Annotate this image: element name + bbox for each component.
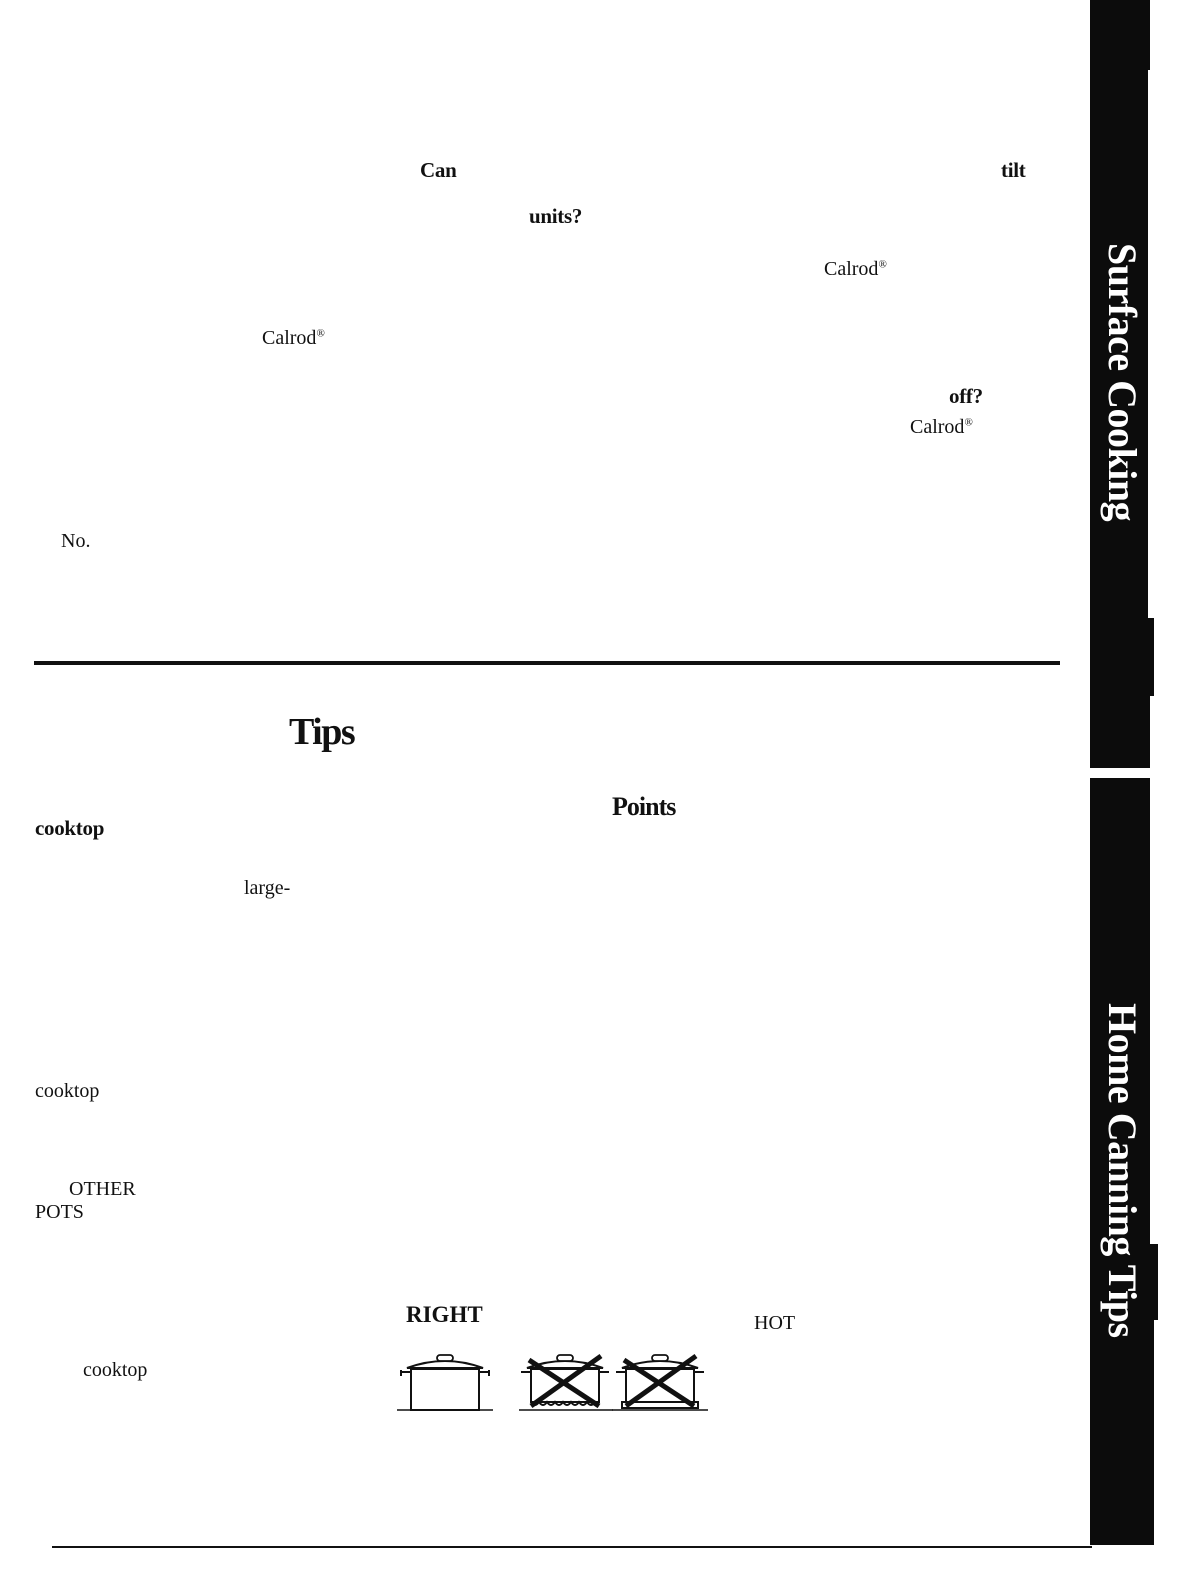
answer-brand-calrod: Calrod® <box>824 258 887 280</box>
question-word-off: off? <box>949 384 983 408</box>
canner-pot-correct-icon <box>395 1352 495 1412</box>
subheading-points: Points <box>612 792 676 821</box>
text-cooktop: cooktop <box>35 1080 100 1102</box>
answer-brand-calrod: Calrod® <box>262 327 325 349</box>
answer-brand-calrod: Calrod® <box>910 416 973 438</box>
canner-pot-wrong-icon <box>612 1352 708 1412</box>
side-tab-gap-lower <box>1090 696 1150 768</box>
text-pots: POTS <box>35 1201 84 1223</box>
text-large: large- <box>244 877 291 899</box>
question-word-can: Can <box>420 158 457 182</box>
side-tab-gap-block <box>1090 618 1154 696</box>
section-heading-tips: Tips <box>289 711 355 753</box>
question-word-tilt: tilt <box>1001 158 1026 182</box>
side-tab-bottom-block <box>1090 1320 1154 1545</box>
label-right: RIGHT <box>406 1302 483 1327</box>
side-tab-top-nub <box>1090 0 1150 70</box>
tab-label-home-canning-tips: Home Canning Tips <box>1100 1003 1145 1338</box>
page-bottom-rule <box>52 1546 1092 1548</box>
text-cooktop: cooktop <box>83 1359 148 1381</box>
question-word-units: units? <box>529 204 583 228</box>
label-hot: HOT <box>754 1312 796 1334</box>
tab-label-surface-cooking: Surface Cooking <box>1100 243 1145 522</box>
canner-pot-wrong-icon <box>519 1352 613 1412</box>
answer-no: No. <box>61 530 91 552</box>
bold-lead-cooktop: cooktop <box>35 816 105 840</box>
text-other: OTHER <box>69 1178 136 1200</box>
section-divider <box>34 661 1060 665</box>
